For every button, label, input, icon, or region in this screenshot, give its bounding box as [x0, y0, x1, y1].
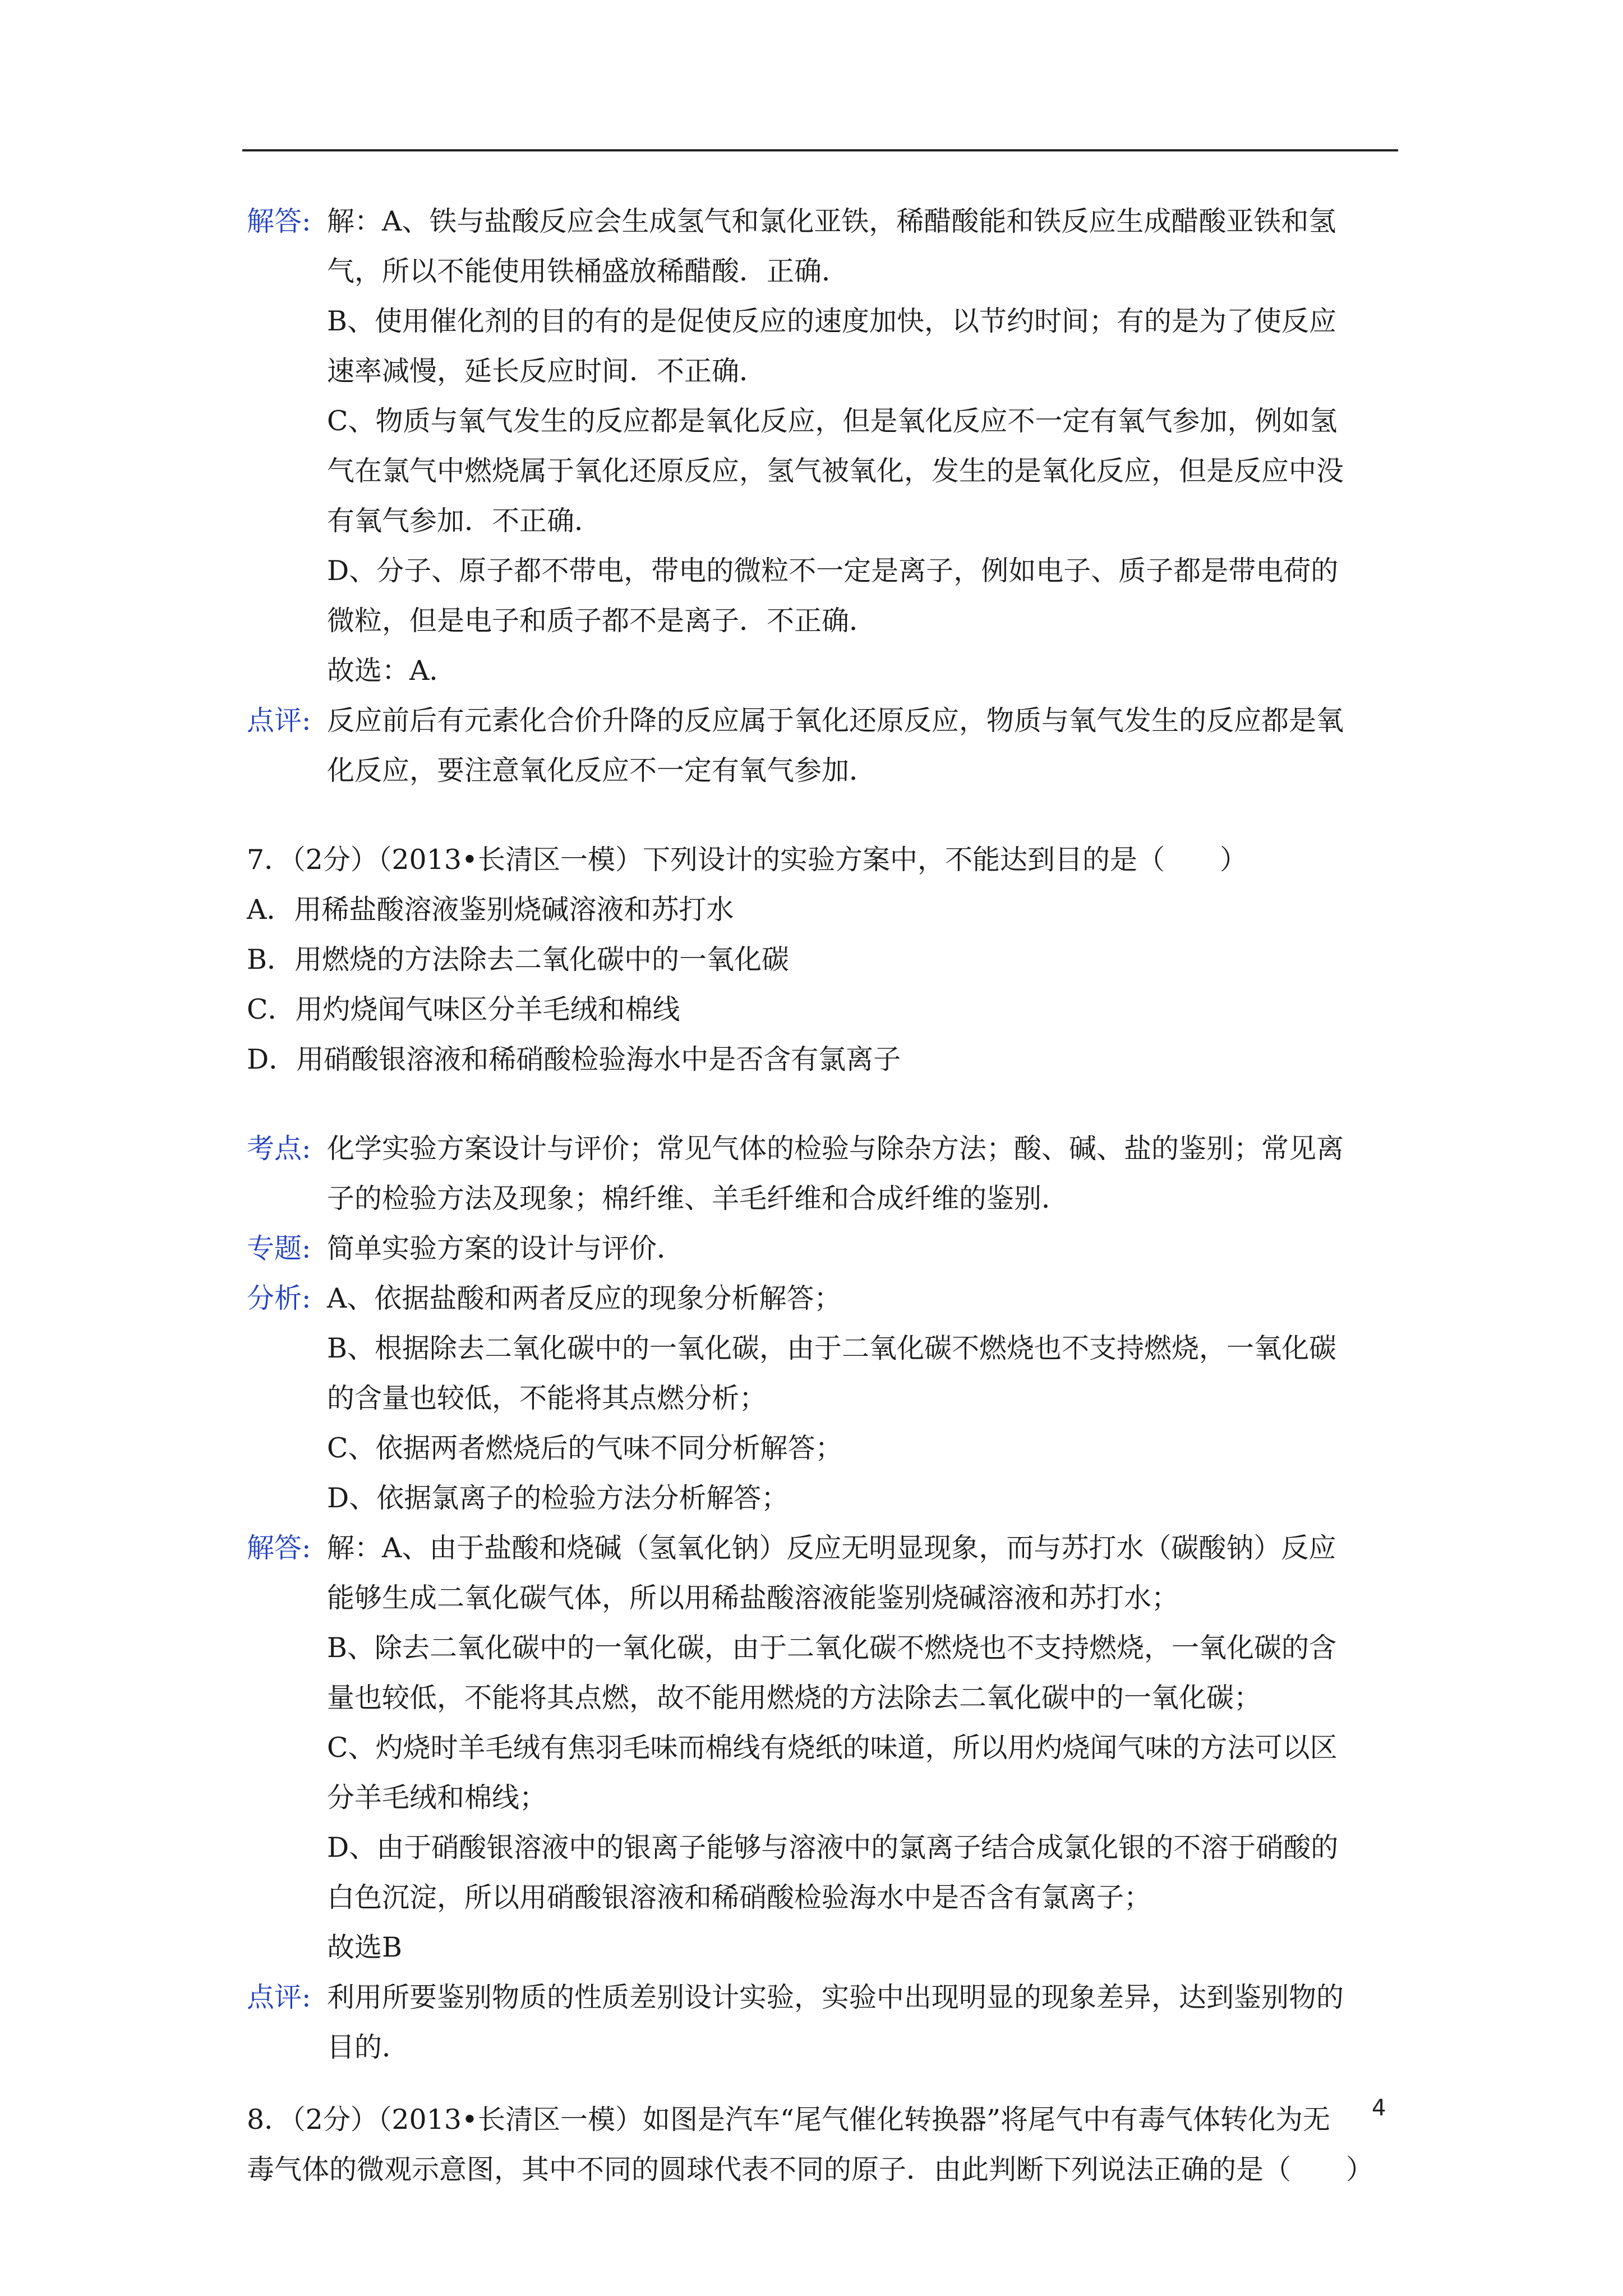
q6-comment-label: 点评:: [247, 705, 311, 737]
q7-comment-section: [247, 1972, 1402, 2072]
q6-answer-section: [247, 196, 1402, 696]
header-rule: [242, 149, 1398, 151]
q7-answer-line: C、灼烧时羊毛绒有焦羽毛味而棉线有烧纸的味道，所以用灼烧闻气味的方法可以区: [327, 1732, 1338, 1764]
q7-answer-label: 解答:: [247, 1532, 311, 1564]
q6-answer-line: 有氧气参加．不正确．: [327, 505, 602, 537]
q7-answer-line: 白色沉淀，所以用硝酸银溶液和稀硝酸检验海水中是否含有氯离子；: [327, 1881, 1152, 1913]
q7-analysis-line: A、依据盐酸和两者反应的现象分析解答；: [327, 1282, 842, 1314]
q7-answer-line: B、除去二氧化碳中的一氧化碳，由于二氧化碳不燃烧也不支持燃烧，一氧化碳的含: [327, 1632, 1337, 1664]
q7-option-b: B．用燃烧的方法除去二氧化碳中的一氧化碳: [247, 944, 790, 976]
q7-analysis-section: [247, 1273, 1402, 1523]
q8-stem-line: 毒气体的微观示意图，其中不同的圆球代表不同的原子．由此判断下列说法正确的是（ ）: [247, 2154, 1374, 2185]
q7-analysis-line: C、依据两者燃烧后的气味不同分析解答；: [327, 1432, 843, 1464]
q7-knowledge-line: 化学实验方案设计与评价；常见气体的检验与除杂方法；酸、碱、盐的鉴别；常见离: [327, 1133, 1344, 1165]
q7-answer-line: 量也较低，不能将其点燃，故不能用燃烧的方法除去二氧化碳中的一氧化碳；: [327, 1682, 1262, 1714]
q7-topic-line: 简单实验方案的设计与评价．: [327, 1232, 685, 1264]
q7-analysis-label: 分析:: [247, 1282, 311, 1314]
q7-option-d: D．用硝酸银溶液和稀硝酸检验海水中是否含有氯离子: [247, 1043, 901, 1075]
q6-answer-line: 解：A、铁与盐酸反应会生成氢气和氯化亚铁，稀醋酸能和铁反应生成醋酸亚铁和氢: [327, 205, 1336, 237]
q7-knowledge-label: 考点:: [247, 1133, 311, 1165]
q7-topic-section: [247, 1223, 1402, 1273]
q6-answer-label: 解答:: [247, 205, 311, 237]
q6-answer-line: B、使用催化剂的目的有的是促使反应的速度加快，以节约时间；有的是为了使反应: [327, 305, 1337, 337]
q7-answer-line: 能够生成二氧化碳气体，所以用稀盐酸溶液能鉴别烧碱溶液和苏打水；: [327, 1582, 1179, 1614]
q8-stem-line: 8．（2分）（2013•长清区一模）如图是汽车“尾气催化转换器”将尾气中有毒气体转化为无: [247, 2104, 1331, 2136]
q7-analysis-line: 的含量也较低，不能将其点燃分析；: [327, 1382, 767, 1414]
q7-stem: 7．（2分）（2013•长清区一模）下列设计的实验方案中，不能达到目的是（ ）: [247, 844, 1247, 876]
q7-comment-line: 利用所要鉴别物质的性质差别设计实验，实验中出现明显的现象差异，达到鉴别物的: [327, 1981, 1344, 2013]
q7-comment-label: 点评:: [247, 1981, 311, 2013]
q7-answer-line: 故选B: [327, 1931, 403, 1963]
q6-answer-line: 微粒，但是电子和质子都不是离子．不正确．: [327, 605, 877, 637]
q7-knowledge-section: [247, 1124, 1402, 1223]
q8-question: [247, 2095, 1402, 2194]
q6-answer-line: D、分子、原子都不带电，带电的微粒不一定是离子，例如电子、质子都是带电荷的: [327, 555, 1339, 587]
q7-topic-label: 专题:: [247, 1232, 311, 1264]
q6-answer-line: 气，所以不能使用铁桶盛放稀醋酸．正确．: [327, 255, 850, 287]
q7-option-a: A．用稀盐酸溶液鉴别烧碱溶液和苏打水: [247, 894, 734, 926]
q7-analysis-line: D、依据氯离子的检验方法分析解答；: [327, 1482, 789, 1514]
q7-question: [247, 835, 1402, 1084]
page-content: [247, 196, 1402, 2194]
q7-answer-line: 解：A、由于盐酸和烧碱（氢氧化钠）反应无明显现象，而与苏打水（碳酸钠）反应: [327, 1532, 1336, 1564]
q7-analysis-line: B、根据除去二氧化碳中的一氧化碳，由于二氧化碳不燃烧也不支持燃烧，一氧化碳: [327, 1332, 1337, 1364]
page-number: 4: [1372, 2095, 1386, 2121]
q6-answer-line: 故选：A．: [327, 655, 457, 687]
q6-comment-line: 化反应，要注意氧化反应不一定有氧气参加．: [327, 754, 877, 786]
q7-answer-line: D、由于硝酸银溶液中的银离子能够与溶液中的氯离子结合成氯化银的不溶于硝酸的: [327, 1832, 1339, 1864]
q6-answer-line: 速率减慢，延长反应时间．不正确．: [327, 355, 767, 387]
q6-comment-section: [247, 696, 1402, 795]
q7-answer-line: 分羊毛绒和棉线；: [327, 1782, 547, 1814]
q6-comment-line: 反应前后有元素化合价升降的反应属于氧化还原反应，物质与氧气发生的反应都是氧: [327, 705, 1344, 737]
q6-answer-line: 气在氯气中燃烧属于氧化还原反应，氢气被氧化，发生的是氧化反应，但是反应中没: [327, 455, 1344, 487]
q7-answer-section: [247, 1523, 1402, 1972]
q6-answer-line: C、物质与氧气发生的反应都是氧化反应，但是氧化反应不一定有氧气参加，例如氢: [327, 405, 1338, 437]
q7-option-c: C．用灼烧闻气味区分羊毛绒和棉线: [247, 993, 680, 1025]
q7-comment-line: 目的．: [327, 2031, 410, 2063]
q7-knowledge-line: 子的检验方法及现象；棉纤维、羊毛纤维和合成纤维的鉴别．: [327, 1182, 1069, 1214]
